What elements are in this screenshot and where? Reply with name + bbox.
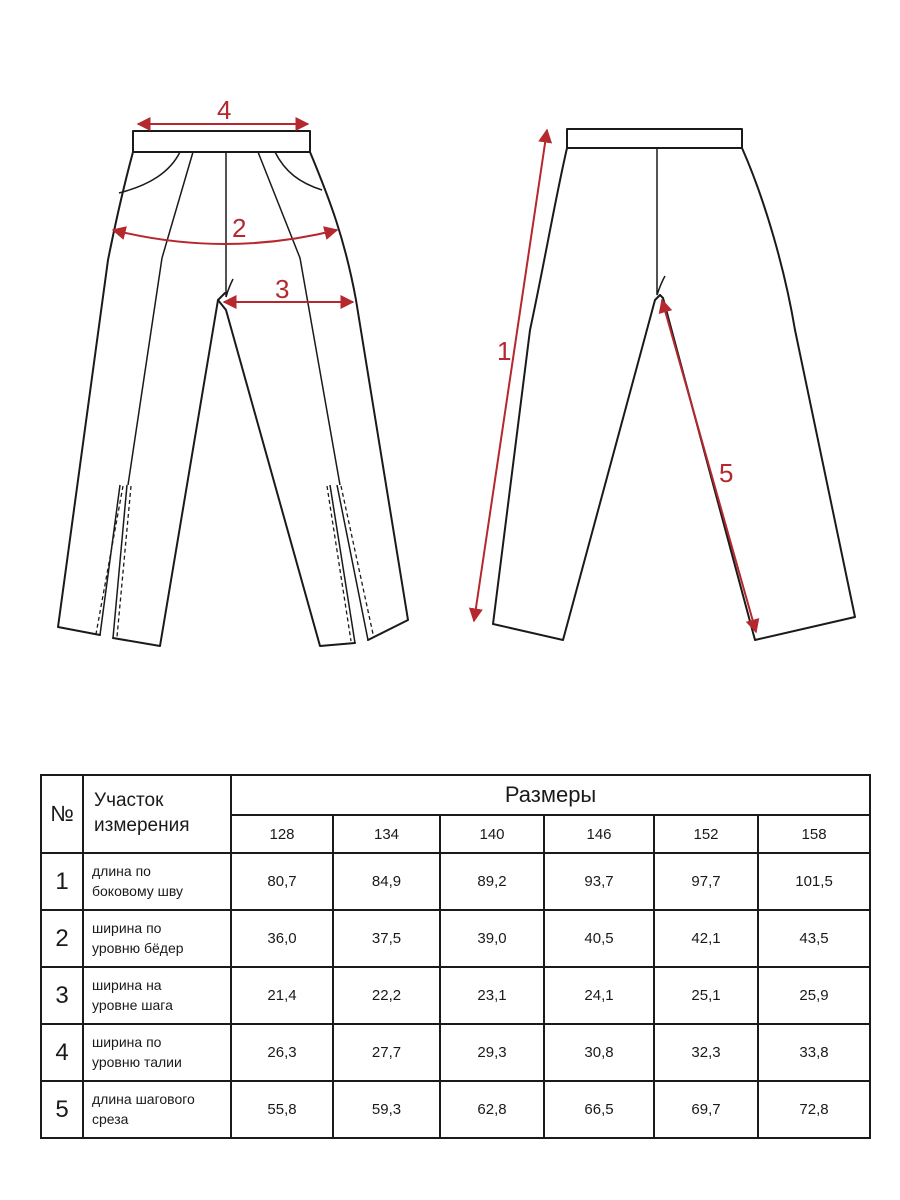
measure-1-side-seam <box>474 130 547 621</box>
row-number: 3 <box>41 967 83 1024</box>
row-value: 59,3 <box>333 1081 440 1138</box>
row-value: 29,3 <box>440 1024 544 1081</box>
row-value: 22,2 <box>333 967 440 1024</box>
row-value: 32,3 <box>654 1024 758 1081</box>
row-description <box>83 967 231 1024</box>
row-value: 97,7 <box>654 853 758 910</box>
table-row <box>41 853 870 910</box>
size-label: 140 <box>440 815 544 853</box>
row-description-line2: уровне шага <box>92 996 173 1013</box>
row-description <box>83 910 231 967</box>
row-value: 40,5 <box>544 910 654 967</box>
row-value: 27,7 <box>333 1024 440 1081</box>
row-value: 66,5 <box>544 1081 654 1138</box>
measure-3-crotch <box>224 274 353 304</box>
row-description-line2: уровню бёдер <box>92 939 184 956</box>
size-label: 134 <box>333 815 440 853</box>
row-value: 84,9 <box>333 853 440 910</box>
row-value: 37,5 <box>333 910 440 967</box>
size-label: 158 <box>758 815 870 853</box>
row-value: 101,5 <box>758 853 870 910</box>
measure-label-3: 3 <box>275 274 290 304</box>
row-value: 33,8 <box>758 1024 870 1081</box>
table-row <box>41 1024 870 1081</box>
sizes-header: Размеры <box>231 775 870 815</box>
row-description <box>83 853 231 910</box>
row-value: 69,7 <box>654 1081 758 1138</box>
row-value: 72,8 <box>758 1081 870 1138</box>
number-column-header: № <box>41 775 83 853</box>
size-label: 128 <box>231 815 333 853</box>
row-number: 5 <box>41 1081 83 1138</box>
row-value: 25,9 <box>758 967 870 1024</box>
table-row <box>41 967 870 1024</box>
measure-label-4: 4 <box>217 95 232 125</box>
row-description-line1: ширина по <box>92 1033 162 1050</box>
row-value: 25,1 <box>654 967 758 1024</box>
row-description-line2: боковому шву <box>92 882 183 899</box>
row-value: 24,1 <box>544 967 654 1024</box>
back-view-pants <box>493 129 855 640</box>
area-header-line2: измерения <box>94 815 190 836</box>
row-value: 43,5 <box>758 910 870 967</box>
row-value: 26,3 <box>231 1024 333 1081</box>
area-header-line1: Участок <box>94 790 164 812</box>
size-label: 152 <box>654 815 758 853</box>
size-chart-table <box>40 774 871 1139</box>
row-value: 36,0 <box>231 910 333 967</box>
row-description-line2: уровню талии <box>92 1053 182 1070</box>
row-value: 23,1 <box>440 967 544 1024</box>
row-value: 55,8 <box>231 1081 333 1138</box>
front-view-pants <box>58 131 408 646</box>
row-value: 30,8 <box>544 1024 654 1081</box>
row-number: 1 <box>41 853 83 910</box>
row-number: 2 <box>41 910 83 967</box>
area-column-header <box>83 775 231 853</box>
measure-label-1: 1 <box>497 336 512 366</box>
measure-2-hips <box>113 213 337 244</box>
measure-4-waist <box>138 95 308 125</box>
measure-5-inseam <box>662 300 756 632</box>
row-value: 80,7 <box>231 853 333 910</box>
row-value: 21,4 <box>231 967 333 1024</box>
size-label: 146 <box>544 815 654 853</box>
row-description <box>83 1024 231 1081</box>
row-description-line2: среза <box>92 1110 129 1127</box>
row-value: 62,8 <box>440 1081 544 1138</box>
row-description-line1: ширина по <box>92 919 162 936</box>
row-value: 89,2 <box>440 853 544 910</box>
measure-label-5: 5 <box>719 458 734 488</box>
row-number: 4 <box>41 1024 83 1081</box>
measure-label-2: 2 <box>232 213 247 243</box>
row-description-line1: длина шагового <box>92 1090 195 1107</box>
row-description <box>83 1081 231 1138</box>
row-value: 39,0 <box>440 910 544 967</box>
row-value: 42,1 <box>654 910 758 967</box>
row-description-line1: ширина на <box>92 976 162 993</box>
row-value: 93,7 <box>544 853 654 910</box>
row-description-line1: длина по <box>92 862 151 879</box>
table-row <box>41 1081 870 1138</box>
table-row <box>41 910 870 967</box>
